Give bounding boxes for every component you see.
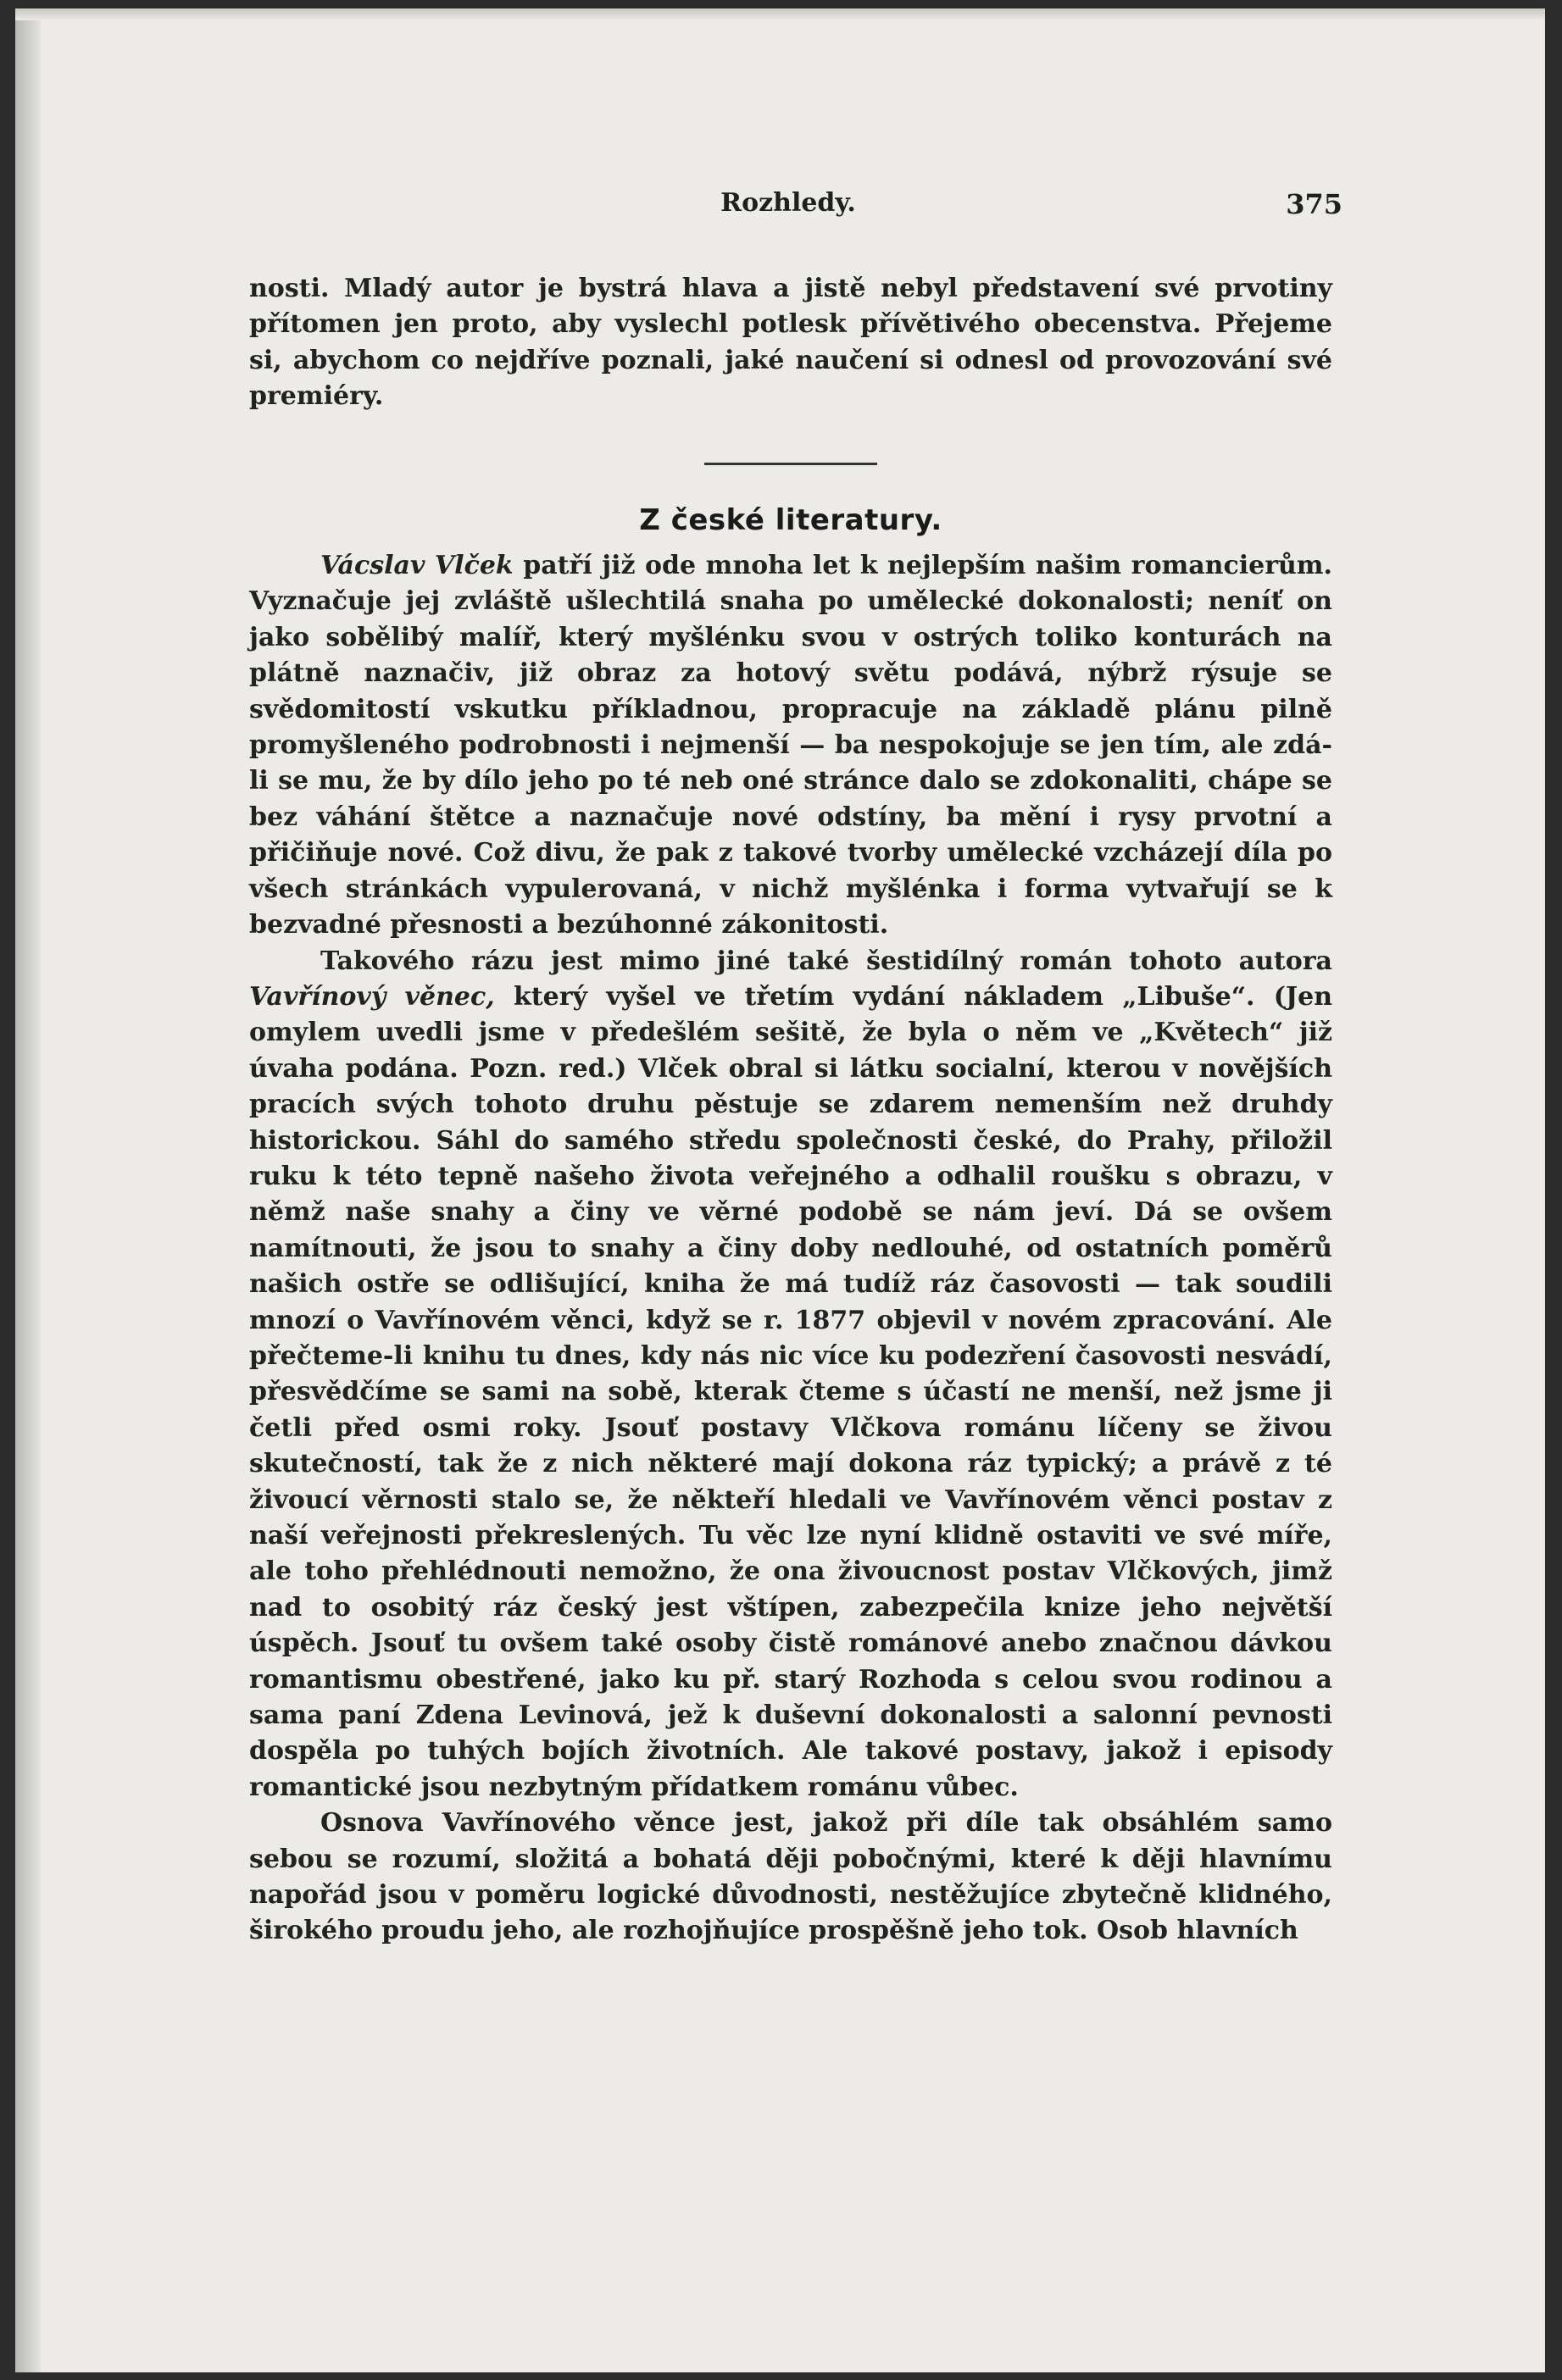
book-page [15, 8, 1545, 2372]
article-body [249, 271, 1332, 1950]
page-top-shadow [15, 8, 1545, 20]
running-title: Rozhledy. [720, 188, 856, 218]
paragraph-vlcek-text: patří již ode mnoha let k nejlepším našim romancierům. Vyznačuje jej zvláště ušlechtilá snaha po umělecké dokonalosti; neníť on jako sobělibý malíř, který myšlénku svou v ostrých toliko konturách na plátně naznačiv, již obraz za hotový světu podává, nýbrž rýsuje se svědomitostí vskutku příkladnou, propracuje na základě plánu pilně promyšleného podrobnosti i nejmenší — ba nespokojuje se jen tím, ale zdá-li se mu, že by dílo jeho po té neb oné stránce dalo se zdokonaliti, chápe se bez váhání štětce a naznačuje nové odstíny, ba mění i rysy prvotní a přičiňuje nové. Což divu, že pak z takové tvorby umělecké vzcházejí díla po všech stránkách vypulerovaná, v nichž myšlénka i forma vytvařují se k bezvadné přesnosti a bezúhonné zákonitosti. [249, 551, 1332, 940]
section-divider [704, 463, 877, 465]
paragraph-vavrinovy-venec [249, 944, 1332, 1806]
section-heading: Z české literatury. [639, 502, 942, 537]
intro-paragraph: nosti. Mladý autor je bystrá hlava a jistě nebyl představení své prvotiny přítomen jen proto, aby vyslechl potlesk přívětivého obecenstva. Přejeme si, abychom co nejdříve poznali, jaké naučení si odnesl od provozování své premiéry. [249, 274, 1332, 412]
paragraph-osnova: Osnova Vavřínového věnce jest, jakož při díle tak obsáhlém samo sebou se rozumí, složitá a bohatá ději pobočnými, které k ději hlavnímu napořád jsou v poměru logické důvodnosti, nestěžujíce zbytečně klidného, širokého proudu jeho, ale rozhojňujíce prospěšně jeho tok. Osob hlavních [249, 1808, 1332, 1946]
page-number: 375 [1286, 188, 1342, 220]
paragraph-vavrinovy-venec-text: který vyšel ve třetím vydání nákladem „Libuše“. (Jen omylem uvedli jsme v předešlém sešitě, že byla o něm ve „Květech“ již úvaha podána. Pozn. red.) Vlček obral si látku socialní, kterou v novějších pracích svých tohoto druhu pěstuje se zdarem nemenším než druhdy historickou. Sáhl do samého středu společnosti české, do Prahy, přiložil ruku k této tepně našeho života veřejného a odhalil roušku s obrazu, v němž naše snahy a činy ve věrné podobě se nám jeví. Dá se ovšem namítnouti, že jsou to snahy a činy doby nedlouhé, od ostatních poměrů našich ostře se odlišující, kniha že má tudíž ráz časovosti — tak soudili mnozí o Vavřínovém věnci, když se r. 1877 objevil v novém zpracování. Ale přečteme-li knihu tu dnes, kdy nás nic více ku podezření časovosti nesvádí, přesvědčíme se sami na sobě, kterak čteme s účastí ne menší, než jsme ji četli před osmi roky. Jsouť postavy Vlčkova románu líčeny se živou skutečností, tak že z nich některé mají dokona ráz typický; a právě z té živoucí věrnosti stalo se, že někteří hledali ve Vavřínovém věnci postav z naší veřejnosti překreslených. Tu věc lze nyní klidně ostaviti ve své míře, ale toho přehlédnouti nemožno, že ona živoucnost postav Vlčkových, jimž nad to osobitý ráz český jest vštípen, zabezpečila knize jeho největší úspěch. Jsouť tu ovšem také osoby čistě románové anebo značnou dávkou romantismu obestřené, jako ku př. starý Rozhoda s celou svou rodinou a sama paní Zdena Levinová, jež k duševní dokonalosti a salonní pevnosti dospěla po tuhých bojích životních. Ale takové postavy, jakož i episody romantické jsou nezbytným přídatkem románu vůbec. [249, 981, 1332, 1802]
book-title: Vavřínový věnec, [249, 981, 495, 1012]
paragraph-vavrinovy-venec-start: Takového rázu jest mimo jiné také šestidílný román tohoto autora [320, 946, 1332, 976]
page-header [234, 188, 1342, 230]
paragraph-vlcek [249, 548, 1332, 943]
author-name: Vácslav Vlček [320, 551, 514, 581]
page-spine-shadow [15, 8, 41, 2372]
